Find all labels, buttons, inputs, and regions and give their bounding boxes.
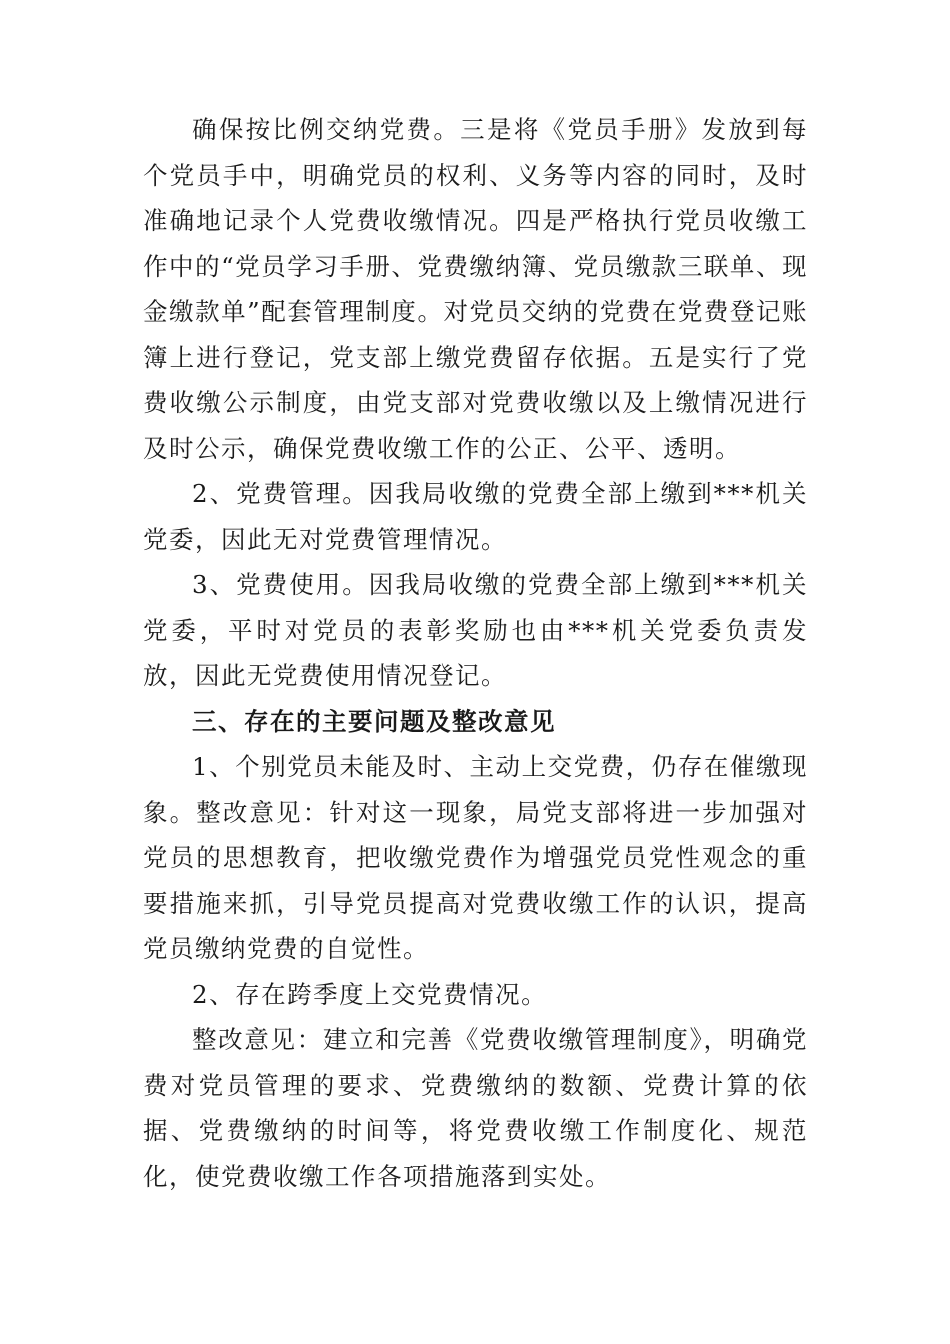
paragraph-party-dues-collection: 确保按比例交纳党费。三是将《党员手册》发放到每个党员手中，明确党员的权利、义务等内容的同时，及时准确地记录个人党费收缴情况。四是严格执行党员收缴工作中的“党员学习手册、党费缴纳簿、党员缴款三联单、现金缴款单”配套管理制度。对党员交纳的党费在党费登记账簿上进行登记，党支部上缴党费留存依据。五是实行了党费收缴公示制度，由党支部对党费收缴以及上缴情况进行及时公示，确保党费收缴工作的公正、公平、透明。 — [143, 115, 808, 463]
paragraph-dues-usage: 3、党费使用。因我局收缴的党费全部上缴到***机关党委，平时对党员的表彰奖励也由***机关党委负责发放，因此无党费使用情况登记。 — [143, 570, 808, 690]
paragraph-problem-2: 2、存在跨季度上交党费情况。 — [192, 979, 548, 1009]
paragraph-dues-management: 2、党费管理。因我局收缴的党费全部上缴到***机关党委，因此无对党费管理情况。 — [143, 479, 808, 554]
section-heading-problems: 三、存在的主要问题及整改意见 — [192, 706, 556, 736]
paragraph-rectification: 整改意见：建立和完善《党费收缴管理制度》，明确党费对党员管理的要求、党费缴纳的数额、党费计算的依据、党费缴纳的时间等，将党费收缴工作制度化、规范化，使党费收缴工作各项措施落到实处。 — [143, 1025, 808, 1191]
paragraph-problem-1: 1、个别党员未能及时、主动上交党费，仍存在催缴现象。整改意见：针对这一现象，局党支部将进一步加强对党员的思想教育，把收缴党费作为增强党员党性观念的重要措施来抓，引导党员提高对党费收缴工作的认识，提高党员缴纳党费的自觉性。 — [143, 752, 808, 963]
document-body — [143, 107, 808, 1199]
